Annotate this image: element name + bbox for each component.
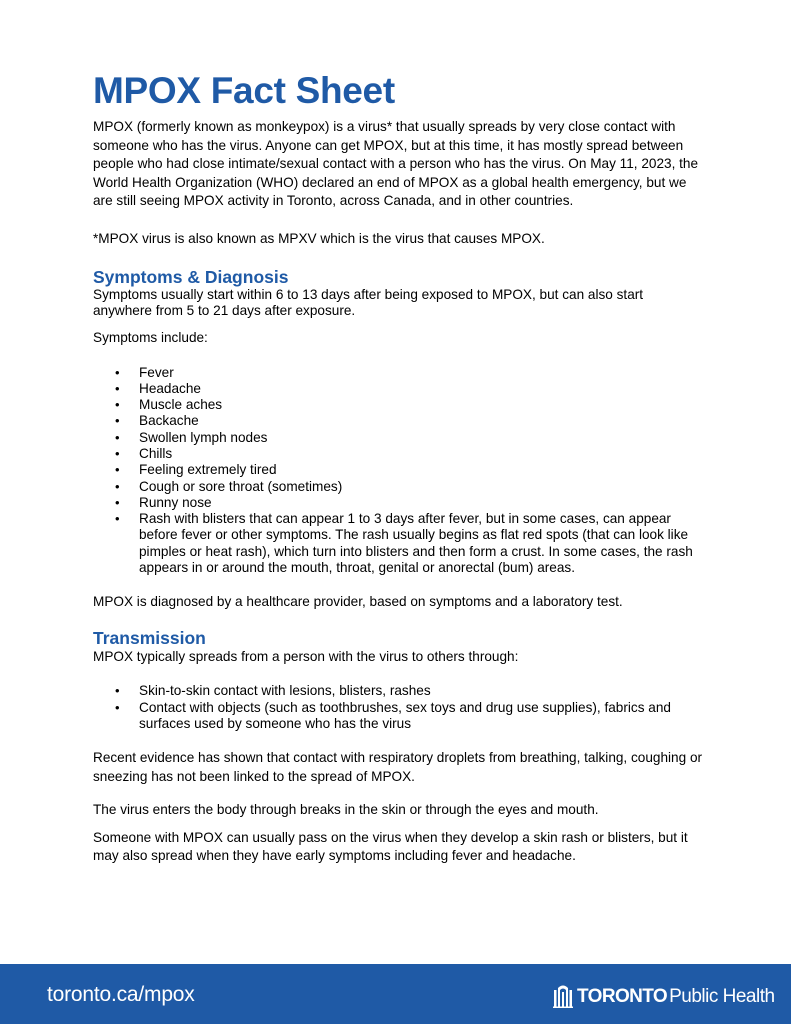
city-hall-icon: [553, 984, 573, 1008]
logo-wordmark: TORONTO: [577, 986, 668, 1007]
list-item: • Backache: [93, 413, 705, 429]
symptoms-heading: Symptoms & Diagnosis: [93, 267, 289, 287]
page-title: MPOX Fact Sheet: [93, 70, 395, 111]
list-item: • Skin-to-skin contact with lesions, blisters, rashes: [93, 683, 705, 699]
toronto-public-health-logo: [553, 980, 775, 1008]
footer-url-link[interactable]: toronto.ca/mpox: [47, 983, 195, 1006]
intro-paragraph: MPOX (formerly known as monkeypox) is a virus* that usually spreads by very close contact with someone who has the virus. Anyone can get MPOX, but at this time, it has mostly spread between people who had close intimate/sexual contact with a person who has the virus. On May 11, 2023, the World Health Organization (WHO) declared an end of MPOX as a global health emergency, but we are still seeing MPOX activity in Toronto, across Canada, and in other countries.: [93, 119, 699, 208]
list-item: • Rash with blisters that can appear 1 to 3 days after fever, but in some cases, can appear before fever or other symptoms. The rash usually begins as flat red spots (that can look like pimples or heat rash), which turn into blisters and then form a crust. In some cases, the rash appears in or around the mouth, throat, genital or anorectal (bum) areas.: [93, 511, 705, 576]
entry-paragraph: The virus enters the body through breaks in the skin or through the eyes and mouth.: [93, 802, 599, 818]
symptoms-list-intro: Symptoms include:: [93, 330, 208, 345]
list-item: • Feeling extremely tired: [93, 462, 705, 478]
contagious-paragraph: Someone with MPOX can usually pass on the virus when they develop a skin rash or blisters, but it may also spread when they have early symptoms including fever and headache.: [93, 829, 688, 864]
list-item: • Cough or sore throat (sometimes): [93, 479, 705, 495]
list-item: • Contact with objects (such as toothbrushes, sex toys and drug use supplies), fabrics and surfaces used by someone who has the virus: [93, 700, 705, 733]
fact-sheet: [93, 66, 705, 866]
list-item: • Chills: [93, 446, 705, 462]
symptoms-onset: Symptoms usually start within 6 to 13 days after being exposed to MPOX, but can also start anywhere from 5 to 21 days after exposure.: [93, 287, 644, 318]
diagnosis-paragraph: MPOX is diagnosed by a healthcare provider, based on symptoms and a laboratory test.: [93, 594, 623, 610]
list-item: • Swollen lymph nodes: [93, 430, 705, 446]
list-item: • Runny nose: [93, 495, 705, 511]
transmission-list: [93, 683, 705, 732]
list-item: • Headache: [93, 381, 705, 397]
list-item: • Fever: [93, 365, 705, 381]
logo-subtitle: Public Health: [669, 986, 775, 1007]
intro-footnote: *MPOX virus is also known as MPXV which is the virus that causes MPOX.: [93, 230, 545, 246]
list-item: • Muscle aches: [93, 397, 705, 413]
footer-banner: [0, 964, 791, 1024]
transmission-heading: Transmission: [93, 627, 206, 648]
respiratory-paragraph: Recent evidence has shown that contact with respiratory droplets from breathing, talking, coughing or sneezing has not been linked to the spread of MPOX.: [93, 750, 703, 784]
transmission-intro: MPOX typically spreads from a person with the virus to others through:: [93, 648, 519, 664]
symptoms-list: [93, 365, 705, 577]
